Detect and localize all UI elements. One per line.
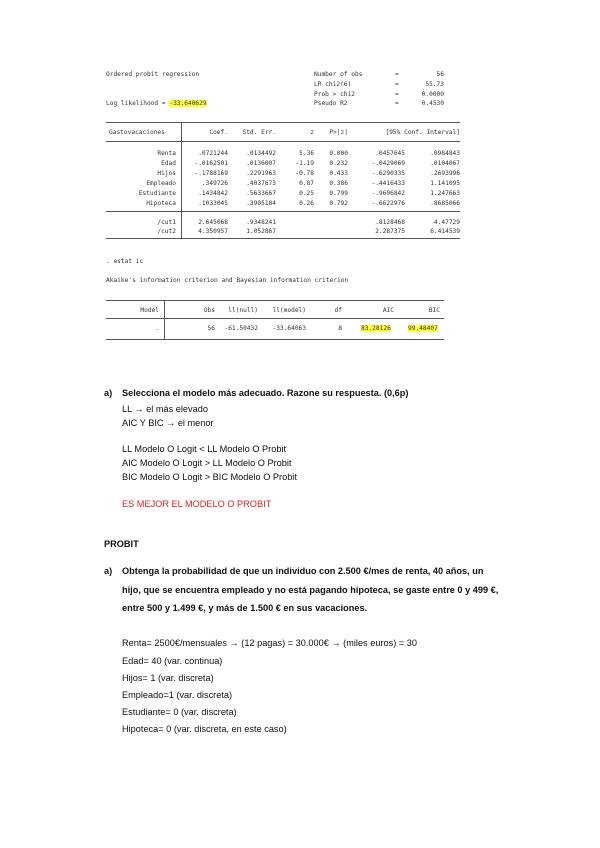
value-line: Estudiante= 0 (var. discreta) [122,707,237,717]
conclusion: ES MEJOR EL MODELO O PROBIT [122,499,272,509]
cut-ci-lo: 2.287375 [375,228,405,235]
row-coef: .1033045 [198,200,228,207]
row-var: Renta [157,150,176,157]
row-var: Empleado [146,180,176,187]
row-z: 0.26 [299,200,314,207]
row-var: Hijos [157,170,176,177]
ic-header-llnull: ll(null) [228,307,258,314]
cut-coef: 2.645068 [198,219,228,226]
ic-bic: 99.48407 [408,325,438,332]
row-se: .3905184 [246,200,276,207]
ic-obs: 56 [207,325,215,332]
row-z: 0.25 [299,190,314,197]
stat-value: 55.73 [425,81,444,88]
stat-eq: = [395,100,399,107]
row-se: .0136007 [246,160,276,167]
stat-value: 0.4530 [421,100,444,107]
col-header-p: P>|z| [329,129,348,136]
ic-header-bic: BIC [428,307,440,314]
row-ci-hi: .0104067 [430,160,460,167]
table-rule [106,211,460,212]
row-ci-lo: -.6622976 [371,200,405,207]
question-text: Selecciona el modelo más adecuado. Razone su respuesta. (0,6p) [122,388,409,398]
col-header-se: Std. Err. [242,129,276,136]
ic-aic: 83.28126 [361,325,391,332]
ic-header-model: Model [140,307,159,314]
table-rule [106,339,444,340]
col-header-ci: [95% Conf. Interval] [385,129,460,136]
question-line: entre 500 y 1.499 €, y más de 1.500 € en sus vacaciones. [122,603,368,613]
row-ci-lo: -.0429069 [371,160,405,167]
table-rule [106,141,460,142]
cut-se: 1.052867 [246,228,276,235]
row-ci-hi: 1.141095 [430,180,460,187]
table-vrule [181,122,182,238]
estat-command: . estat ic [106,258,144,265]
row-p: 0.433 [329,170,348,177]
ic-header-obs: Obs [203,307,215,314]
answer-line: BIC Modelo O Logit > BIC Modelo O Probit [122,472,297,482]
question-line: Obtenga la probabilidad de que un individuo con 2.500 €/mes de renta, 40 años, un [122,566,484,576]
ic-df: 8 [338,325,342,332]
cut-var: /cut2 [157,228,176,235]
ic-header-df: df [334,307,342,314]
col-header-coef: Coef. [209,129,228,136]
ic-llmodel: -33.64063 [272,325,306,332]
answer-line: LL Modelo O Logit < LL Modelo O Probit [122,444,287,454]
col-header-var: Gastovacaciones [109,129,165,136]
row-var: Estudiante [138,190,176,197]
row-coef: .0721244 [198,150,228,157]
col-header-z: z [310,129,314,136]
stat-eq: = [395,81,399,88]
loglik-label: Log likelihood = -33.640629 [106,100,207,107]
value-line: Hipoteca= 0 (var. discreta, en este caso) [122,724,287,734]
row-ci-hi: .0984843 [430,150,460,157]
answer-line: LL → el más elevado [122,404,208,414]
row-p: 0.386 [329,180,348,187]
ic-header-aic: AIC [382,307,394,314]
question-line: hijo, que se encuentra empleado y no está pagando hipoteca, se gaste entre 0 y 499 €, [122,585,499,595]
row-p: 0.799 [329,190,348,197]
stat-label: LR chi2(6) [314,81,352,88]
cut-ci-lo: .8128468 [375,219,405,226]
ic-llnull: -61.50432 [224,325,258,332]
row-var: Hipoteca [146,200,176,207]
row-se: .2291963 [246,170,276,177]
table-vrule [164,300,165,340]
row-ci-lo: -.9606842 [371,190,405,197]
estat-subtitle: Akaike's information criterion and Bayesian information criterion [106,277,349,284]
stat-label: Prob > chi2 [314,91,355,98]
answer-line: AIC Modelo O Logit > LL Modelo O Probit [122,458,292,468]
row-ci-lo: -.4416433 [371,180,405,187]
value-line: Hijos= 1 (var. discreta) [122,673,214,683]
row-ci-hi: 1.247663 [430,190,460,197]
row-ci-hi: .2693996 [430,170,460,177]
row-coef: .349726 [201,180,228,187]
ic-model: . [155,325,159,332]
row-p: 0.232 [329,160,348,167]
row-coef: .1434842 [198,190,228,197]
row-se: .4037673 [246,180,276,187]
section-heading: PROBIT [104,539,139,549]
cut-coef: 4.350957 [198,228,228,235]
row-se: .5633667 [246,190,276,197]
stat-eq: = [395,71,399,78]
table-rule [106,318,444,319]
row-se: .0134492 [246,150,276,157]
value-line: Empleado=1 (var. discreta) [122,690,233,700]
row-coef: -.1788169 [194,170,228,177]
stat-label: Number of obs [314,71,363,78]
cut-ci-hi: 6.414539 [430,228,460,235]
cut-ci-hi: 4.47729 [433,219,460,226]
loglik-value: -33.640629 [169,100,207,107]
table-rule [106,300,444,301]
value-line: Edad= 40 (var. continua) [122,656,223,666]
row-z: 5.36 [299,150,314,157]
stat-value: 56 [436,71,444,78]
row-ci-lo: -.6290335 [371,170,405,177]
stat-label: Pseudo R2 [314,100,348,107]
table-rule [106,238,460,239]
question-label: a) [104,388,113,398]
stat-eq: = [395,91,399,98]
cut-var: /cut1 [157,219,176,226]
row-z: -0.78 [295,170,314,177]
cut-se: .9348241 [246,219,276,226]
stat-value: 0.0000 [421,91,444,98]
question-label: a) [104,566,113,576]
row-p: 0.000 [329,150,348,157]
row-coef: -.0162501 [194,160,228,167]
regression-title: Ordered probit regression [106,71,200,78]
value-line: Renta= 2500€/mensuales → (12 pagas) = 30.000€ → (miles euros) = 30 [122,638,417,648]
row-z: -1.19 [295,160,314,167]
row-ci-lo: .0457645 [375,150,405,157]
answer-line: AIC Y BIC → el menor [122,418,214,428]
row-var: Edad [161,160,176,167]
ic-header-llmodel: ll(model) [272,307,306,314]
row-z: 0.87 [299,180,314,187]
table-rule [106,122,460,123]
row-p: 0.792 [329,200,348,207]
row-ci-hi: .8685066 [430,200,460,207]
